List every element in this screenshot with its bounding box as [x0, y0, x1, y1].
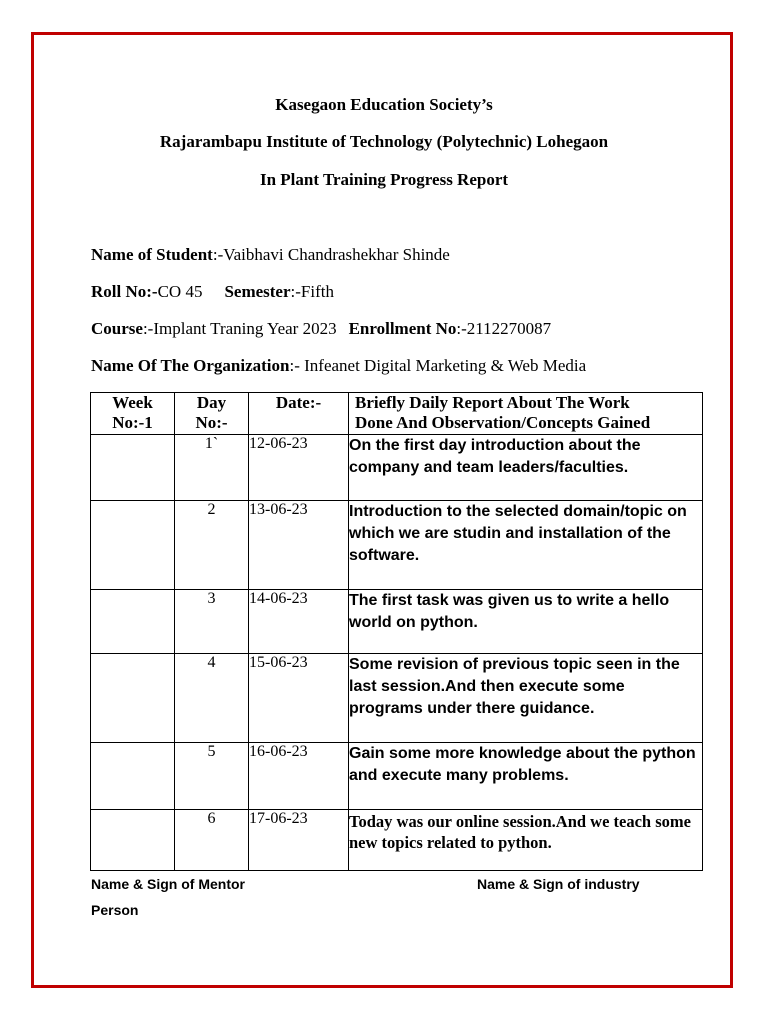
semester-label: Semester [224, 282, 291, 301]
course-enrollment-line [91, 319, 551, 339]
day-cell: 5 [175, 743, 249, 810]
enrollment-label: Enrollment No [348, 319, 457, 338]
student-name-label: Name of Student [91, 245, 213, 264]
organization-value: :- Infeanet Digital Marketing & Web Media [289, 356, 587, 375]
day-cell: 3 [175, 590, 249, 654]
week-header-line1: Week [112, 393, 153, 412]
report-header-line1: Briefly Daily Report About The Work [355, 393, 630, 412]
week-header-line2: No:-1 [112, 413, 153, 432]
table-header-row [91, 393, 703, 435]
report-title: In Plant Training Progress Report [259, 170, 509, 189]
week-cell [91, 501, 175, 590]
table-row [91, 590, 703, 654]
day-cell: 6 [175, 810, 249, 871]
report-header-line2: Done And Observation/Concepts Gained [355, 413, 651, 432]
table-row [91, 810, 703, 871]
week-cell [91, 654, 175, 743]
date-cell: 13-06-23 [249, 501, 349, 590]
date-cell: 17-06-23 [249, 810, 349, 871]
date-header-text: Date:- [275, 393, 322, 412]
date-cell: 16-06-23 [249, 743, 349, 810]
week-cell [91, 810, 175, 871]
report-cell: Some revision of previous topic seen in the last session.And then execute some programs under there guidance. [349, 654, 703, 743]
daily-report-table [90, 392, 703, 871]
report-cell: Introduction to the selected domain/topic on which we are studin and installation of the software. [349, 501, 703, 590]
date-cell: 12-06-23 [249, 435, 349, 501]
date-header [249, 393, 349, 435]
roll-value: CO 45 [157, 282, 203, 301]
society-heading: Kasegaon Education Society’s [275, 95, 493, 114]
week-cell [91, 435, 175, 501]
date-cell: 14-06-23 [249, 590, 349, 654]
day-cell: 1` [175, 435, 249, 501]
mentor-sign-label: Name & Sign of Mentor [91, 876, 246, 892]
organization-label: Name Of The Organization [91, 356, 290, 375]
industry-sign-label: Name & Sign of industry [477, 876, 640, 892]
table-row [91, 435, 703, 501]
roll-semester-line [91, 282, 334, 302]
date-cell: 15-06-23 [249, 654, 349, 743]
institute-heading: Rajarambapu Institute of Technology (Polytechnic) Lohegaon [159, 132, 609, 151]
student-name-line [91, 245, 450, 265]
table-row [91, 501, 703, 590]
day-header-line1: Day [196, 393, 227, 412]
report-cell: On the first day introduction about the company and team leaders/faculties. [349, 435, 703, 501]
course-label: Course [91, 319, 143, 338]
report-cell: Today was our online session.And we teach some new topics related to python. [349, 810, 703, 871]
organization-line [91, 356, 586, 376]
week-cell [91, 743, 175, 810]
student-name-value: :-Vaibhavi Chandrashekhar Shinde [212, 245, 450, 264]
day-cell: 2 [175, 501, 249, 590]
day-header [175, 393, 249, 435]
enrollment-value: :-2112270087 [456, 319, 552, 338]
course-value: :-Implant Traning Year 2023 [142, 319, 337, 338]
semester-value: :-Fifth [290, 282, 334, 301]
table-row [91, 743, 703, 810]
week-cell [91, 590, 175, 654]
report-header [349, 393, 703, 435]
day-header-line2: No:- [195, 413, 228, 432]
report-cell: The first task was given us to write a hello world on python. [349, 590, 703, 654]
table-row [91, 654, 703, 743]
roll-label: Roll No:- [91, 282, 158, 301]
week-header [91, 393, 175, 435]
day-cell: 4 [175, 654, 249, 743]
report-cell: Gain some more knowledge about the python and execute many problems. [349, 743, 703, 810]
mentor-sign-label-line2: Person [91, 902, 139, 918]
